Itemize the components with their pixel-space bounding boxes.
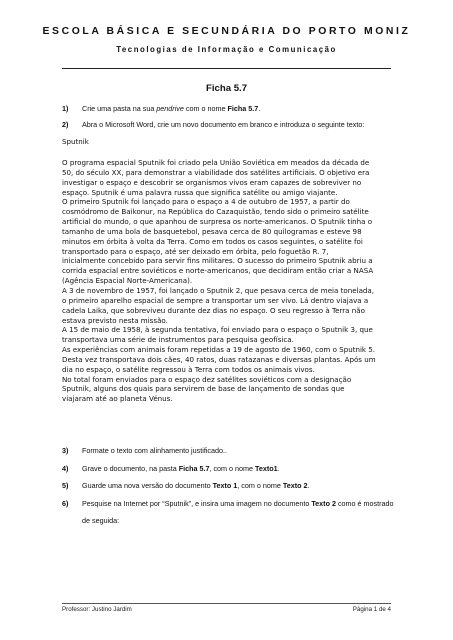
document-line: espaço. Sputnik é uma palavra russa que significa satélite ou amigo viajante. bbox=[62, 187, 338, 197]
school-name: ESCOLA BÁSICA E SECUNDÁRIA DO PORTO MONIZ bbox=[42, 26, 411, 37]
task-item-5 bbox=[62, 481, 402, 491]
document-line: Sputnik, alguns dos quais para servirem de base de lançamento de sondas que bbox=[62, 384, 345, 394]
document-line: artificial do mundo, o que apanhou de surpresa os norte-americanos. O Sputnik tinha o bbox=[62, 217, 373, 227]
document-line: Desta vez transportava dois cães, 40 ratos, duas ratazanas e diversas plantas. Após um bbox=[62, 354, 376, 364]
document-line: 50, do século XX, para demonstrar a viabilidade dos satélites artificiais. O objetivo era bbox=[62, 167, 370, 177]
task-item-6 bbox=[62, 495, 396, 529]
task-number: 2) bbox=[62, 120, 69, 129]
document-line: corrida espacial entre soviéticos e norte-americanos, que decidiram então criar a NASA bbox=[62, 266, 374, 276]
task-number: 1) bbox=[62, 104, 69, 113]
document-line: As experiências com animais foram repetidas a 19 de agosto de 1960, com o Sputnik 5. bbox=[62, 345, 376, 355]
task-item-2 bbox=[62, 120, 402, 130]
document-line: viajaram até ao planeta Vénus. bbox=[62, 394, 173, 404]
task-number: 6) bbox=[62, 499, 69, 508]
task-number: 4) bbox=[62, 464, 69, 473]
document-line: O primeiro Sputnik foi lançado para o espaço a 4 de outubro de 1957, a partir do bbox=[62, 197, 350, 207]
task-text: Crie uma pasta na sua pendrive com o nome Ficha 5.7. bbox=[82, 104, 261, 113]
task-item-1 bbox=[62, 104, 402, 114]
task-text: Pesquise na Internet por “Sputnik”, e insira uma imagem no documento Texto 2 como é mostrado de seguida: bbox=[82, 499, 394, 525]
task-item-4 bbox=[62, 464, 402, 474]
document-body bbox=[62, 158, 396, 404]
document-line: investigar o espaço e descobrir se organismos vivos eram capazes de sobreviver no bbox=[62, 177, 362, 187]
document-line: inicialmente concebido para servir fins militares. O sucesso do primeiro Sputnik abriu a bbox=[62, 256, 373, 266]
subject-name: Tecnologias de Informação e Comunicação bbox=[116, 45, 337, 54]
document-line: minutos em órbita à volta da Terra. Como em todos os casos seguintes, o satélite foi bbox=[62, 236, 363, 246]
document-line: dia no espaço, o satélite regressou à Terra com todos os animais vivos. bbox=[62, 364, 315, 374]
document-line: cadela Laika, que sobreviveu durante dez dias no espaço. O seu regresso à Terra não bbox=[62, 305, 365, 315]
task-text: Abra o Microsoft Word, crie um novo documento em branco e introduza o seguinte texto: bbox=[82, 120, 365, 129]
task-number: 3) bbox=[62, 446, 69, 455]
document-heading: Sputnik bbox=[62, 137, 89, 146]
sheet-title: Ficha 5.7 bbox=[205, 83, 248, 94]
document-line: No total foram enviados para o espaço dez satélites soviéticos com a designação bbox=[62, 374, 352, 384]
task-item-3 bbox=[62, 446, 402, 456]
document-line: A 15 de maio de 1958, à segunda tentativa, foi enviado para o espaço o Sputnik 3, que bbox=[62, 325, 373, 335]
document-line: cosmódromo de Baikonur, na República do Cazaquistão, tendo sido o primeiro satélite bbox=[62, 207, 369, 217]
document-line: (Agência Espacial Norte-Americana). bbox=[62, 276, 193, 286]
document-line: estava previsto nesta missão. bbox=[62, 315, 168, 325]
footer-divider bbox=[62, 603, 391, 604]
task-text: Guarde uma nova versão do documento Texto 1, com o nome Texto 2. bbox=[82, 481, 310, 490]
document-line: O programa espacial Sputnik foi criado pela União Soviética em meados da década de bbox=[62, 158, 370, 167]
task-text: Formate o texto com alinhamento justificado.. bbox=[82, 446, 228, 455]
task-text: Grave o documento, na pasta Ficha 5.7, com o nome Texto1. bbox=[82, 464, 280, 473]
document-line: A 3 de novembro de 1957, foi lançado o Sputnik 2, que pesava cerca de meia tonelada, bbox=[62, 285, 375, 295]
document-line: o primeiro aparelho espacial de sempre a transportar um ser vivo. Lá dentro viajava a bbox=[62, 295, 369, 305]
document-line: transportava uma série de instrumentos para pesquisa geofísica. bbox=[62, 335, 294, 345]
task-number: 5) bbox=[62, 481, 69, 490]
document-line: transportado para o espaço, até ser deixado em órbita, pelo foguetão R. 7, bbox=[62, 246, 329, 256]
header-divider bbox=[62, 68, 391, 69]
document-line: tamanho de uma bola de basquetebol, pesava cerca de 80 quilogramas e esteve 98 bbox=[62, 226, 362, 236]
footer-author: Professor: Justino Jardim bbox=[62, 606, 132, 613]
footer-page-number: Página 1 de 4 bbox=[352, 606, 391, 613]
